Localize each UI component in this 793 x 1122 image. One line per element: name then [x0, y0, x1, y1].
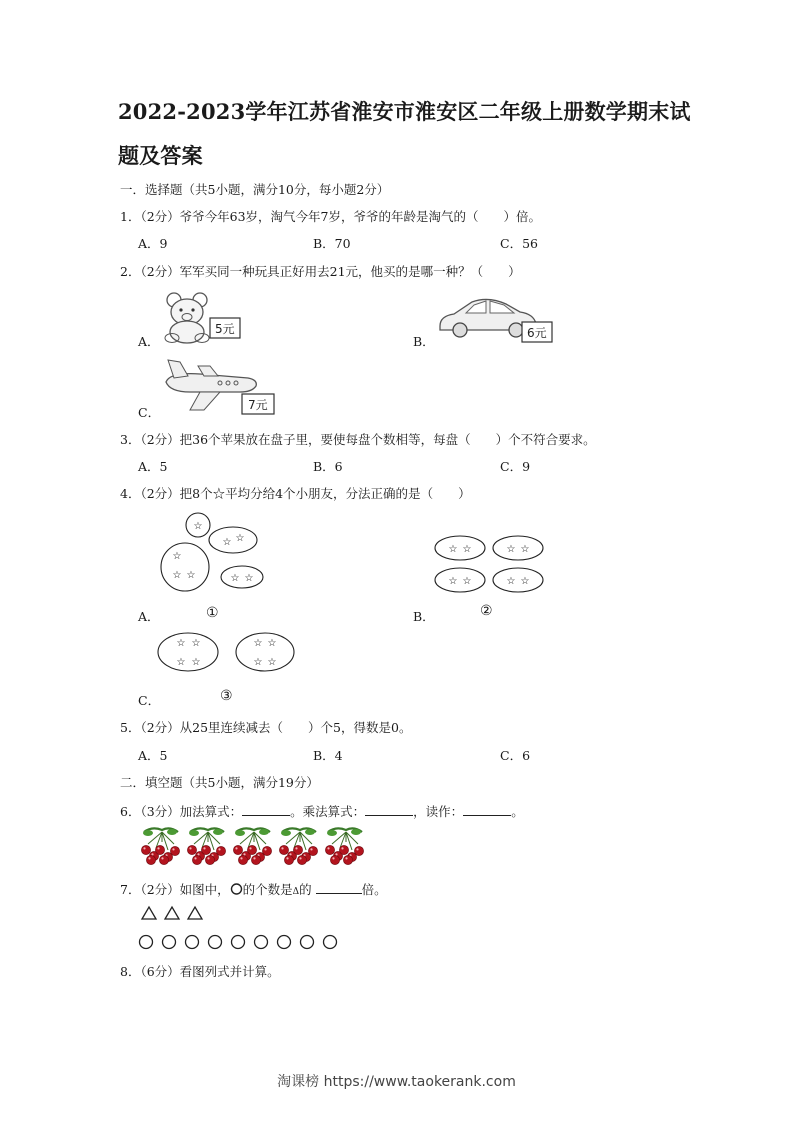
document-title-line1: 2022-2023学年江苏省淮安市淮安区二年级上册数学期末试: [118, 99, 691, 124]
star: ☆: [230, 573, 240, 584]
circle-shape: [163, 936, 176, 949]
cherry-bunch: [141, 828, 179, 864]
star: ☆: [506, 544, 516, 555]
cherry-bunch: [279, 828, 317, 864]
star: ☆: [462, 544, 472, 555]
star: ☆: [172, 570, 182, 581]
triangle-icon: Δ: [292, 887, 300, 897]
question-6-part4: 。: [511, 804, 524, 819]
question-3-stem: 3．（2分）把36个苹果放在盘子里，要使每盘个数相等，每盘（ ）个不符合要求。: [120, 432, 596, 447]
star: ☆: [176, 657, 186, 668]
answer-blank-multiplication[interactable]: [365, 801, 413, 816]
star: ☆: [253, 657, 263, 668]
circle-shape: [209, 936, 222, 949]
question-4-option-c: C．: [138, 693, 161, 708]
question-1-stem: 1．（2分）爷爷今年63岁，淘气今年7岁，爷爷的年龄是淘气的（ ）倍。: [120, 209, 542, 224]
triangle-shape: [165, 907, 179, 919]
star: ☆: [186, 570, 196, 581]
triangle-shape: [188, 907, 202, 919]
question-8-stem: 8．（6分）看图列式并计算。: [120, 964, 280, 979]
question-2-option-a: A．: [138, 334, 160, 349]
circle-icon: [230, 883, 243, 895]
question-5-option-b: B．4: [313, 748, 343, 763]
star: ☆: [191, 657, 201, 668]
price-car: 6元: [527, 326, 547, 340]
triangle-shape: [142, 907, 156, 919]
star-grouping-diagram-2: [432, 532, 548, 596]
teddy-bear-illustration: [160, 288, 242, 346]
toy-plane-illustration: [160, 356, 284, 416]
question-4-option-a: A．: [138, 609, 160, 624]
document-title-line2: 题及答案: [118, 143, 203, 168]
star: ☆: [506, 576, 516, 587]
question-4-stem: 4．（2分）把8个☆平均分给4个小朋友，分法正确的是（ ）: [120, 486, 471, 501]
page-footer: 淘课榜 https://www.taokerank.com: [277, 1074, 516, 1090]
question-6-part2: 。乘法算式：: [290, 804, 366, 819]
question-5-option-c: C．6: [500, 748, 531, 763]
question-2-option-b: B．: [413, 334, 435, 349]
star: ☆: [520, 544, 530, 555]
cherry-bunches-illustration: [138, 826, 370, 866]
star: ☆: [267, 638, 277, 649]
circle-shape: [278, 936, 291, 949]
star: ☆: [448, 544, 458, 555]
question-7-stem: [120, 879, 387, 898]
diagram-label-3: ③: [220, 688, 233, 704]
question-3-option-c: C．9: [500, 459, 531, 474]
diagram-label-1: ①: [206, 605, 219, 621]
question-4-option-b: B．: [413, 609, 435, 624]
answer-blank-addition[interactable]: [242, 801, 290, 816]
question-3-option-b: B．6: [313, 459, 343, 474]
circle-shape: [301, 936, 314, 949]
question-1-option-b: B．70: [313, 236, 351, 251]
cherry-bunch: [233, 828, 271, 864]
circle-shape: [324, 936, 337, 949]
answer-blank-reading[interactable]: [463, 801, 511, 816]
question-5-stem: 5．（2分）从25里连续减去（ ）个5，得数是0。: [120, 720, 412, 735]
question-6-part3: ，读作：: [413, 804, 464, 819]
cherry-bunch: [187, 828, 225, 864]
star: ☆: [462, 576, 472, 587]
circle-row: [138, 933, 338, 951]
question-2-stem: 2．（2分）军军买同一种玩具正好用去21元，他买的是哪一种？（ ）: [120, 264, 521, 279]
price-bear: 5元: [215, 322, 235, 336]
star: ☆: [253, 638, 263, 649]
star: ☆: [172, 551, 182, 562]
triangle-row: [140, 905, 210, 921]
question-7-part4: 倍。: [361, 882, 387, 897]
question-2-option-c: C．: [138, 405, 161, 420]
star: ☆: [267, 657, 277, 668]
star-grouping-diagram-3: [155, 630, 300, 674]
question-1-option-c: C．56: [500, 236, 538, 251]
price-plane: 7元: [248, 398, 268, 412]
cherry-bunch: [325, 828, 363, 864]
question-6-stem: [120, 801, 524, 820]
question-6-part1: 6．（3分）加法算式：: [120, 804, 243, 819]
star: ☆: [176, 638, 186, 649]
circle-shape: [255, 936, 268, 949]
star: ☆: [448, 576, 458, 587]
answer-blank-times[interactable]: [316, 879, 362, 894]
question-1-option-a: A．9: [138, 236, 168, 251]
question-7-part1: 7．（2分）如图中，: [120, 882, 230, 897]
diagram-label-2: ②: [480, 603, 493, 619]
star: ☆: [235, 533, 245, 544]
toy-car-illustration: [436, 296, 554, 344]
star-grouping-diagram-1: [155, 508, 265, 598]
question-7-part3: 的: [299, 882, 312, 897]
circle-shape: [140, 936, 153, 949]
question-3-option-a: A．5: [138, 459, 168, 474]
star: ☆: [520, 576, 530, 587]
question-5-option-a: A．5: [138, 748, 168, 763]
star: ☆: [222, 537, 232, 548]
section-heading-fill: 二．填空题（共5小题，满分19分）: [120, 775, 319, 790]
star: ☆: [244, 573, 254, 584]
star: ☆: [193, 521, 203, 532]
star: ☆: [191, 638, 201, 649]
circle-shape: [232, 936, 245, 949]
circle-shape: [186, 936, 199, 949]
question-7-part2: 的个数是: [242, 882, 293, 897]
section-heading-choice: 一．选择题（共5小题，满分10分，每小题2分）: [120, 182, 390, 197]
